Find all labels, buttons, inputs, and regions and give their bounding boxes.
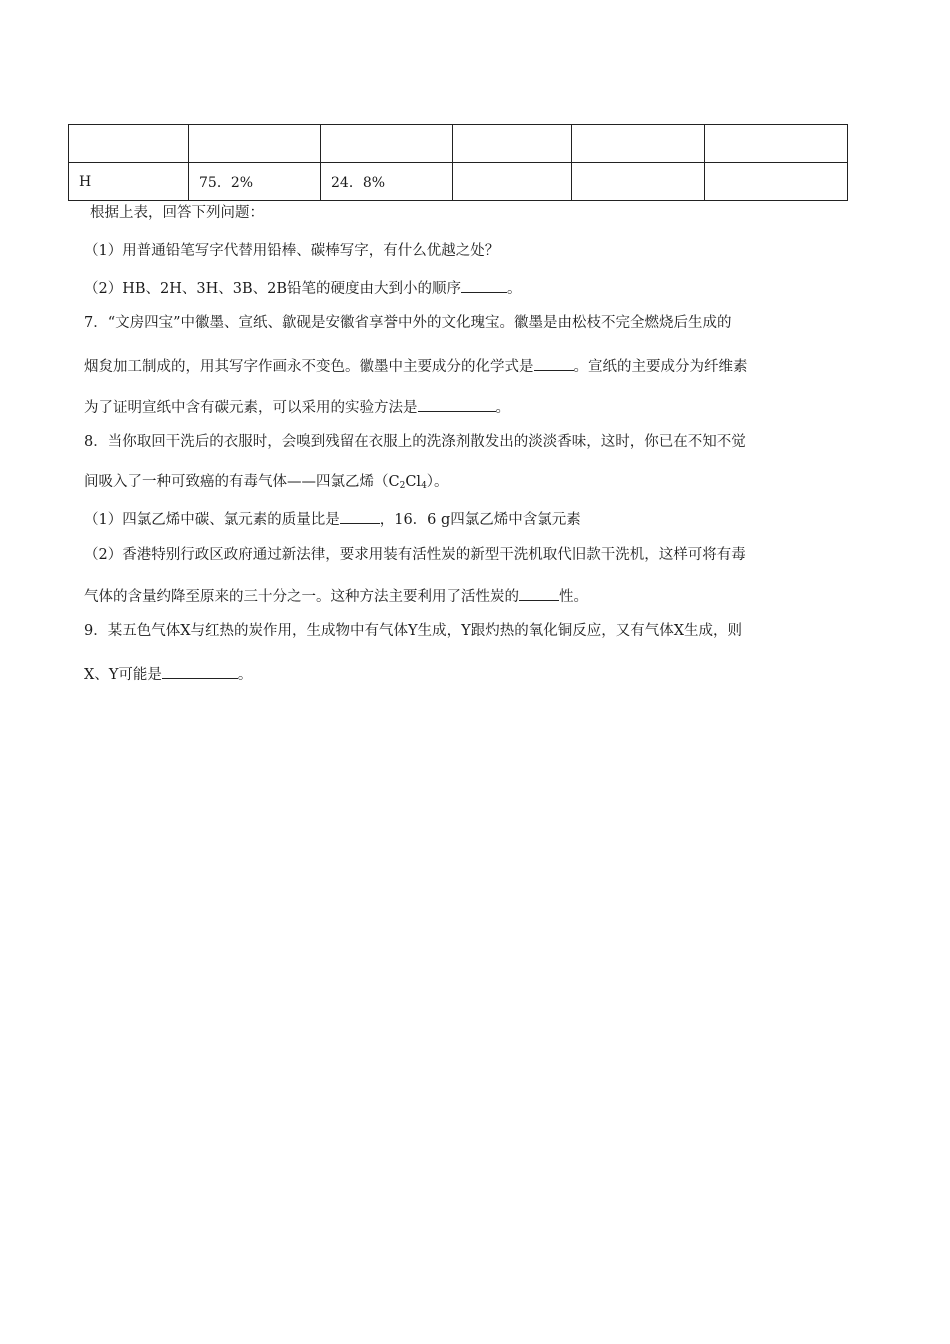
- question-7-line-1: 7．“文房四宝”中徽墨、宣纸、歙砚是安徽省享誉中外的文化瑰宝。徽墨是由松枝不完全燃烧后生成的: [84, 315, 732, 331]
- answer-blank[interactable]: [534, 355, 574, 371]
- data-table: [68, 124, 848, 201]
- instructions-text: 根据上表，回答下列问题：: [90, 205, 264, 221]
- table-cell: [189, 125, 321, 163]
- question-8-part-2-line-1: （2）香港特别行政区政府通过新法律，要求用装有活性炭的新型干洗机取代旧款干洗机，这样可将有毒: [84, 547, 746, 563]
- answer-blank[interactable]: [519, 585, 559, 601]
- question-text: 烟炱加工制成的，用其写字作画永不变色。徽墨中主要成分的化学式是: [84, 359, 534, 375]
- question-text-end: 。: [495, 400, 510, 416]
- question-8-line-1: 8．当你取回干洗后的衣服时，会嗅到残留在衣服上的洗涤剂散发出的淡淡香味，这时，你已在不知不觉: [84, 434, 746, 450]
- table-cell: [705, 163, 848, 201]
- question-text-end: 性。: [559, 589, 588, 605]
- question-8-line-2: [84, 472, 449, 496]
- question-text: X、Y可能是: [84, 667, 162, 683]
- subscript: 2: [399, 481, 406, 491]
- table-cell: [453, 125, 572, 163]
- question-6-part-2: [84, 277, 522, 299]
- table-row: [69, 163, 848, 201]
- question-text-end: 。: [237, 667, 253, 683]
- question-text: ）。: [426, 474, 449, 490]
- question-8-part-1: [84, 508, 581, 530]
- question-7-line-3: [84, 396, 510, 418]
- question-text: 。宣纸的主要成分为纤维素: [573, 359, 748, 375]
- question-text: 为了证明宣纸中含有碳元素，可以采用的实验方法是: [84, 400, 418, 416]
- question-text-end: 。: [507, 281, 522, 297]
- answer-blank[interactable]: [162, 663, 238, 679]
- table-cell: [705, 125, 848, 163]
- question-8-part-2-line-2: [84, 585, 588, 607]
- table-cell: H: [69, 163, 189, 201]
- table-cell: 24．8%: [321, 163, 453, 201]
- subscript: 4: [421, 481, 427, 491]
- question-7-line-2: [84, 355, 748, 377]
- question-text: Cl: [405, 474, 422, 490]
- answer-blank[interactable]: [340, 508, 380, 524]
- question-text: （1）四氯乙烯中碳、氯元素的质量比是: [84, 512, 340, 528]
- table-cell: [453, 163, 572, 201]
- table-cell: 75．2%: [189, 163, 321, 201]
- table-cell: [69, 125, 189, 163]
- question-9-line-2: [84, 663, 252, 685]
- question-text: （2）HB、2H、3H、3B、2B铅笔的硬度由大到小的顺序: [84, 281, 462, 297]
- question-6-part-1: （1）用普通铅笔写字代替用铅棒、碳棒写字，有什么优越之处？: [84, 243, 500, 259]
- table-cell: [572, 125, 705, 163]
- question-text: 气体的含量约降至原来的三十分之一。这种方法主要利用了活性炭的: [84, 589, 519, 605]
- table-cell: [572, 163, 705, 201]
- answer-blank[interactable]: [418, 396, 496, 412]
- question-text: ，16．6 g四氯乙烯中含氯元素: [379, 512, 581, 528]
- question-9-line-1: 9．某五色气体X与红热的炭作用，生成物中有气体Y生成，Y跟灼热的氧化铜反应，又有气体X生成，则: [84, 623, 743, 639]
- table-row: [69, 125, 848, 163]
- table-cell: [321, 125, 453, 163]
- answer-blank[interactable]: [461, 277, 507, 293]
- question-text: 间吸入了一种可致癌的有毒气体——四氯乙烯（C: [84, 474, 400, 490]
